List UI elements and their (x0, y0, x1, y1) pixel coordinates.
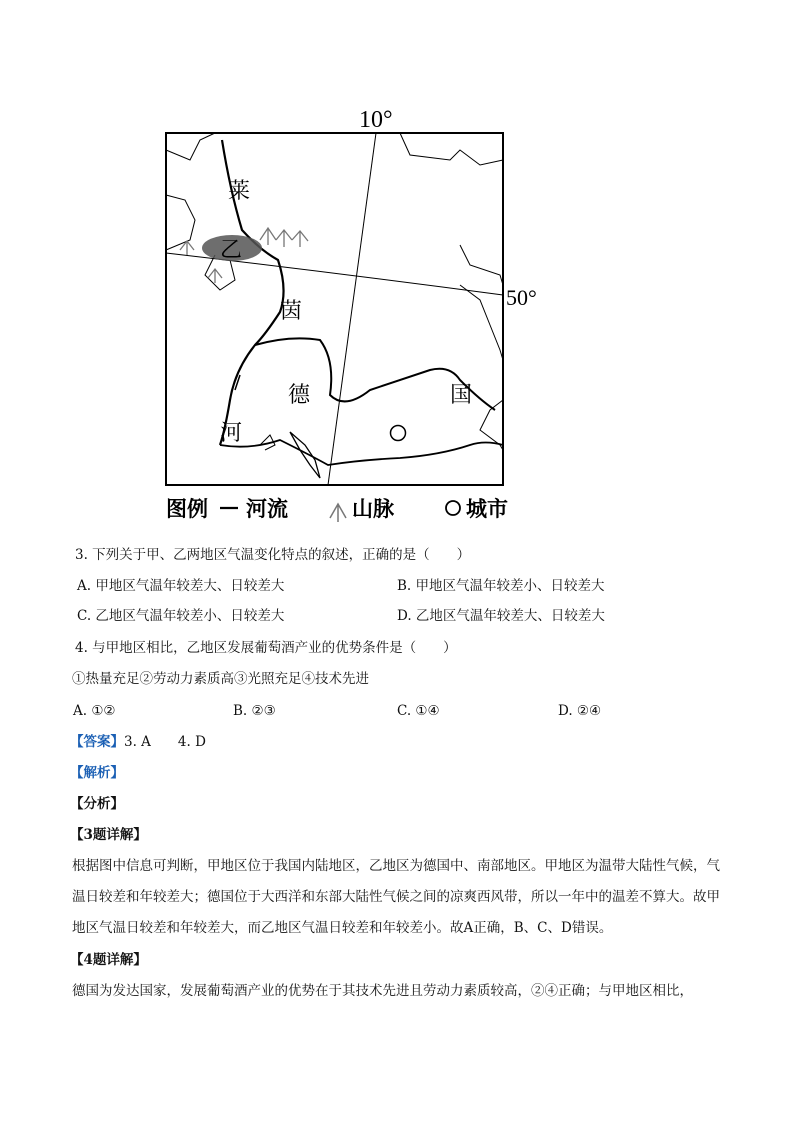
analysis-label: 【解析】 (70, 765, 124, 781)
germany-map-figure (160, 100, 560, 525)
question-4-conditions: ①热量充足②劳动力素质高③光照充足④技术先进 (72, 671, 369, 687)
question-3-option-a: A. 甲地区气温年较差大、日较差大 (77, 578, 285, 594)
city-symbol (391, 426, 406, 441)
fenxi-label: 【分析】 (70, 796, 124, 812)
lake-constance (290, 432, 320, 478)
map-legend (166, 497, 508, 522)
longitude-label: 10° (359, 107, 393, 133)
legend-mountain-label: 山脉 (352, 497, 394, 521)
answer-label: 【答案】 (70, 734, 124, 750)
latitude-label: 50° (506, 285, 537, 310)
map-frame (166, 133, 503, 485)
question-3-stem: 3. 下列关于甲、乙两地区气温变化特点的叙述，正确的是（ ） (75, 547, 471, 563)
legend-city-icon (446, 501, 460, 515)
detail-4-label: 【4题详解】 (70, 952, 147, 968)
danube-river (220, 440, 503, 465)
question-4-stem: 4. 与甲地区相比，乙地区发展葡萄酒产业的优势条件是（ ） (75, 640, 457, 656)
legend-mountain-icon (330, 504, 346, 522)
answer-text: 3. A 4. D (124, 734, 206, 750)
parallel-line (166, 253, 503, 295)
question-3-option-b: B. 甲地区气温年较差小、日较差大 (397, 578, 605, 594)
detail-3-text: 根据图中信息可判断，甲地区位于我国内陆地区，乙地区为德国中、南部地区。甲地区为温带大陆性气候，气温日较差和年较差大；德国位于大西洋和东部大陆性气候之间的凉爽西风带，所以一年中的温差不算大。故甲地区气温日较差和年较差大，而乙地区气温日较差和年较差小。故A正确，B、C、D错误。 (72, 858, 720, 936)
question-3-option-d: D. 乙地区气温年较差大、日较差大 (397, 608, 605, 624)
legend-title: 图例 (166, 497, 208, 521)
map-label-yin: 茵 (280, 299, 303, 324)
detail-3-label: 【3题详解】 (70, 827, 147, 843)
map-label-guo: 国 (450, 383, 473, 408)
question-4-option-d: D. ②④ (558, 703, 602, 719)
map-label-de: 德 (288, 383, 311, 408)
map-label-he: 河 (220, 421, 243, 446)
map-label-lai: 莱 (228, 179, 251, 204)
legend-city-label: 城市 (466, 497, 508, 521)
detail-4-text: 德国为发达国家，发展葡萄酒产业的优势在于其技术先进且劳动力素质较高，②④正确；与甲地区相比， (72, 983, 693, 999)
question-4-option-a: A. ①② (73, 703, 116, 719)
question-4-option-b: B. ②③ (233, 703, 276, 719)
answer-line (70, 734, 206, 750)
map-label-yi: 乙 (220, 238, 243, 263)
question-4-option-c: C. ①④ (397, 703, 440, 719)
meridian-line (328, 133, 376, 485)
question-3-option-c: C. 乙地区气温年较差小、日较差大 (77, 608, 285, 624)
legend-river-label: 河流 (246, 497, 288, 521)
map-svg (160, 100, 560, 525)
